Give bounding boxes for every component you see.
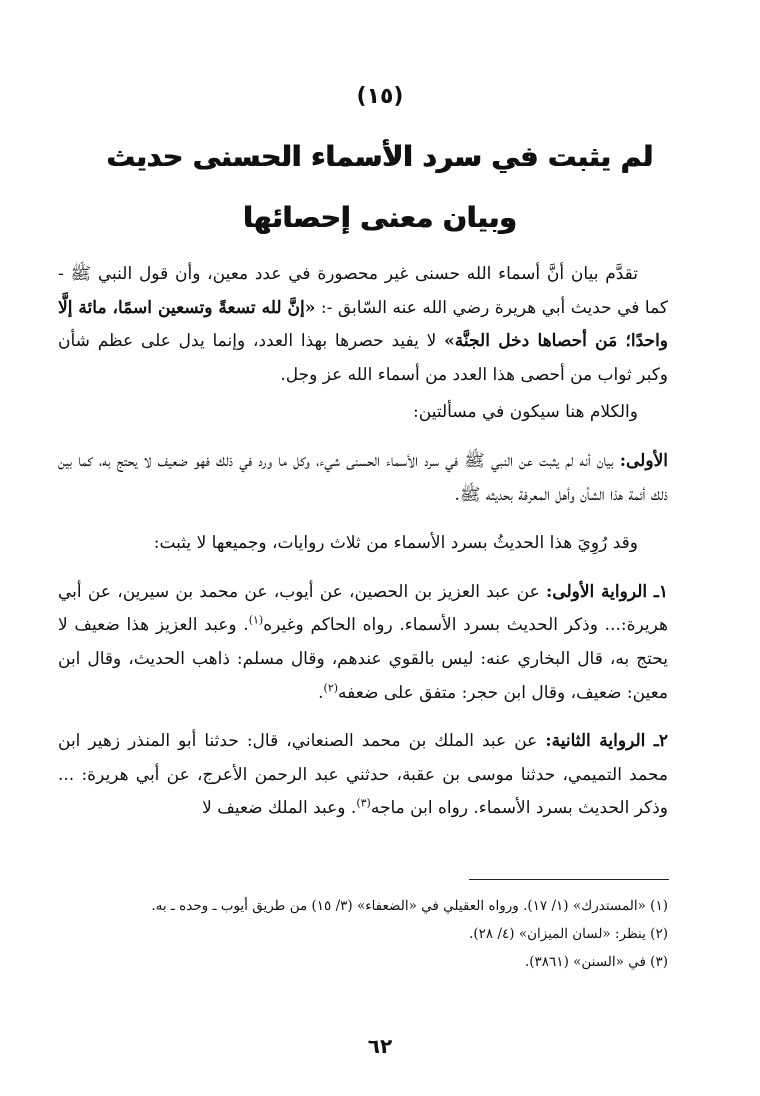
intro-text: تقدَّم بيان أنَّ أسماء الله حسنى غير محصورة في عدد معين، وأن قول النبي ﷺ - كما في حديث أبي هريرة رضي الله عنه السّابق -: — [58, 264, 668, 318]
narration-1-paragraph — [58, 576, 668, 710]
narration-1-text-continued: . وعبد العزيز هذا ضعيف لا يحتج به، قال البخاري عنه: ليس بالقوي عندهم، وقال مسلم: ذاهب الحديث، وقال ابن معين: ضعيف، وقال ابن حجر: متفق على ضعفه — [58, 615, 668, 703]
footnotes — [58, 892, 668, 976]
chapter-subtitle: وبيان معنى إحصائها — [243, 201, 517, 234]
footnote-2: (٢) ينظر: «لسان الميزان» (٤/ ٢٨). — [469, 926, 668, 942]
intro-text-continued: لا يفيد حصرها بهذا العدد، وإنما يدل على عظم شأن وكبر ثواب من أحصى هذا العدد من أسماء الله عز وجل. — [58, 331, 668, 385]
first-issue-text: بيان أنه لم يثبت عن النبي ﷺ في سرد الأسماء الحسنى شيء، وكل ما ورد في ذلك فهو ضعيف لا يحتج به، كما بين ذلك أئمة هذا الشأن وأهل المعرفة بحديثه ﷺ. — [58, 450, 668, 505]
page-number: ٦٢ — [367, 1034, 393, 1058]
narration-1-text: عن عبد العزيز بن الحصين، عن أيوب، عن محمد بن سيرين، عن أبي هريرة:... وذكر الحديث بسرد الأسماء. رواه الحاكم وغيره — [58, 581, 668, 636]
narration-2-text-continued: . وعبد الملك ضعيف لا — [202, 798, 357, 819]
footnote-3: (٣) في «السنن» (٣٨٦١). — [524, 954, 668, 970]
footnote-ref-1[interactable]: (١) — [248, 613, 264, 627]
footnote-ref-3[interactable]: (٣) — [356, 796, 371, 810]
chapter-title: لم يثبت في سرد الأسماء الحسنى حديث — [106, 140, 654, 173]
narration-2-text: عن عبد الملك بن محمد الصنعاني، قال: حدثنا أبو المنذر زهير ابن محمد التميمي، حدثنا موسى بن عقبة، حدثني عبد الرحمن الأعرج، عن أبي هريرة: ... وذكر الحديث بسرد الأسماء. رواه ابن ماجه — [58, 731, 668, 819]
narration-2-label: ٢ـ الرواية الثانية: — [545, 731, 669, 752]
body-text — [58, 258, 668, 841]
narration-2-paragraph — [58, 725, 668, 826]
footnote-ref-2[interactable]: (٢) — [323, 680, 339, 694]
hadith-quote: «إنَّ لله تسعةً وتسعين اسمًا، مائة إلَّا واحدًا؛ مَن أحصاها دخل الجنَّة» — [58, 297, 668, 352]
narration-1-label: ١ـ الرواية الأولى: — [546, 581, 668, 602]
intro-paragraph — [58, 258, 668, 392]
narrations-intro: وقد رُوِيَ هذا الحديثُ بسرد الأسماء من ثلاث روايات، وجميعها لا يثبت: — [153, 533, 638, 554]
footnote-1: (١) «المستدرك» (١/ ١٧). ورواه العقيلي في «الضعفاء» (٣/ ١٥) من طريق أيوب ـ وحده ـ به. — [151, 898, 668, 914]
chapter-number: (١٥) — [356, 84, 404, 109]
issues-intro: والكلام هنا سيكون في مسألتين: — [413, 402, 638, 423]
first-issue-paragraph — [58, 445, 668, 512]
footnote-separator — [469, 879, 669, 880]
first-issue-label: الأولى: — [619, 450, 668, 471]
narration-1-text-end: . — [318, 682, 324, 703]
